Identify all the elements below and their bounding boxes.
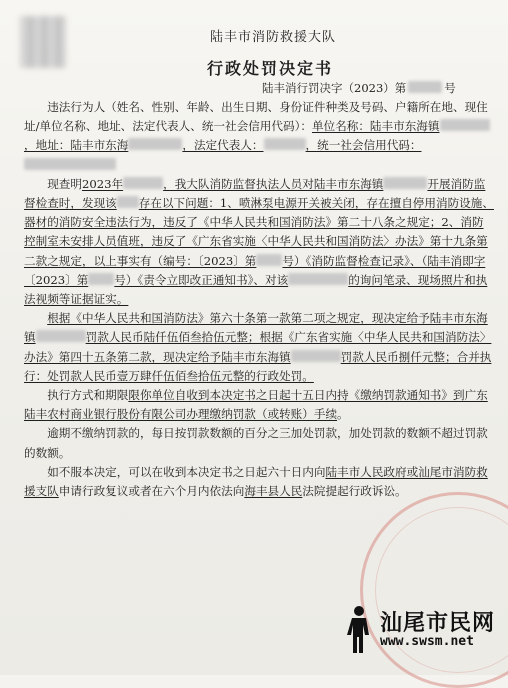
redacted-block [408, 81, 442, 93]
party-address: ，地址：陆丰市东海 [24, 138, 129, 153]
facts-s1: 现查明 [47, 176, 82, 191]
execution-end: 。 [337, 407, 349, 422]
doc-number-prefix: 陆丰消行罚决字（2023）第 [262, 81, 407, 95]
penalty-s2: 罚款人民币陆仟伍佰叁拾伍元整；根据《广东省实施〈中华人民共和国消防法〉办法》第四十五条第二款，现决定给予陆丰市东海镇 [24, 330, 492, 364]
party-paragraph [24, 98, 494, 175]
appeal-s1: 如不服本决定，可以在收到本决定书之日起六十日内向 [47, 464, 326, 479]
facts-date: 2023年 [81, 176, 124, 191]
execution-paragraph [24, 386, 494, 424]
facts-s3: ，我大队消防监督执法人员对陆丰市东海镇 [163, 176, 384, 191]
facts-s6: 号）《消防监督检查记录》、（陆丰消即字〔2023〕第 [24, 253, 486, 287]
facts-s5: 存在以下问题：1、喷淋泵电源开关被关闭，存在擅自停用消防设施、器材的消防安全违法行为，违反了《中华人民共和国消防法》第二十八条之规定；2、消防控制室未安排人员值班，违反了《广东省实施〈中华人民共和国消防法〉办法》第十九条第二款之规定，以上事实有（编号：〔2023〕第 [24, 196, 494, 268]
execution-lead: 执行方式和期限 [47, 388, 129, 403]
redacted-block [88, 273, 114, 285]
appeal-paragraph [24, 463, 494, 501]
appeal-s2: 申请行政复议或者在六个月内依法向 [58, 484, 245, 499]
late-fee-paragraph: 逾期不缴纳罚款的，每日按罚款数额的百分之三加处罚款，加处罚款的数额不超过罚款的数额。 [24, 426, 488, 460]
penalty-paragraph [24, 309, 494, 386]
appeal-court: 海丰县人民 [244, 484, 303, 499]
facts-s8: 的询问笔录、现场照片和执法视频等证据证实。 [24, 272, 488, 307]
redacted-block [288, 273, 348, 285]
document-title: 行政处罚决定书 [206, 59, 333, 78]
party-credit-code: ，统一社会信用代码： [305, 138, 422, 153]
facts-paragraph [24, 175, 494, 309]
party-legal-rep: ，法定代表人： [182, 138, 264, 153]
redacted-block [440, 119, 490, 131]
document-body [24, 98, 494, 501]
party-unit-name: 单位名称：陆丰市东海镇 [311, 119, 440, 134]
document-number [262, 80, 492, 96]
penalty-s3: 罚款人民币捌仟元整；合并执行：处罚款人民币壹万肆仟伍佰叁拾伍元整的行政处罚。 [24, 349, 492, 383]
redacted-block [383, 177, 427, 189]
appeal-s3: 法院提起行政诉讼。 [302, 484, 407, 499]
facts-s7: 号）《责令立即改正通知书》、对该 [114, 272, 289, 287]
official-seal [360, 492, 508, 688]
redacted-block [24, 158, 116, 170]
redacted-block [128, 138, 182, 150]
blurred-emblem [20, 16, 66, 68]
redacted-block [291, 350, 341, 362]
penalty-s1: 根据《中华人民共和国消防法》第六十条第一款第二项之规定，现决定给予陆丰市东海镇 [24, 311, 488, 345]
execution-text: 限你单位自收到本决定书之日起十五日内持《缴纳罚款通知书》到广东陆丰农村商业银行股份有限公司办理缴纳罚款（或转账）手续 [24, 388, 488, 422]
facts-s4: 开展消防监督检查时，发现该 [24, 176, 486, 211]
redacted-block [256, 254, 282, 266]
appeal-review-body: 陆丰市人民政府或汕尾市消防救援支队 [24, 464, 488, 499]
redacted-block [36, 330, 86, 342]
party-lead: 违法行为人（姓名、性别、年龄、出生日期、身份证件种类及号码、户籍所在地、现住址/单位名称、地址、法定代表人、统一社会信用代码）： [24, 100, 488, 134]
doc-number-suffix: 号 [444, 81, 456, 95]
watermark-site-name: 汕尾市民网 [380, 610, 496, 636]
redacted-block [123, 177, 163, 189]
redacted-block [117, 196, 139, 208]
redacted-block [264, 138, 306, 150]
person-silhouette-icon [346, 605, 372, 655]
watermark-site-url: www.swsm.net [380, 634, 474, 649]
issuing-organization: 陆丰市消防救援大队 [209, 30, 336, 45]
